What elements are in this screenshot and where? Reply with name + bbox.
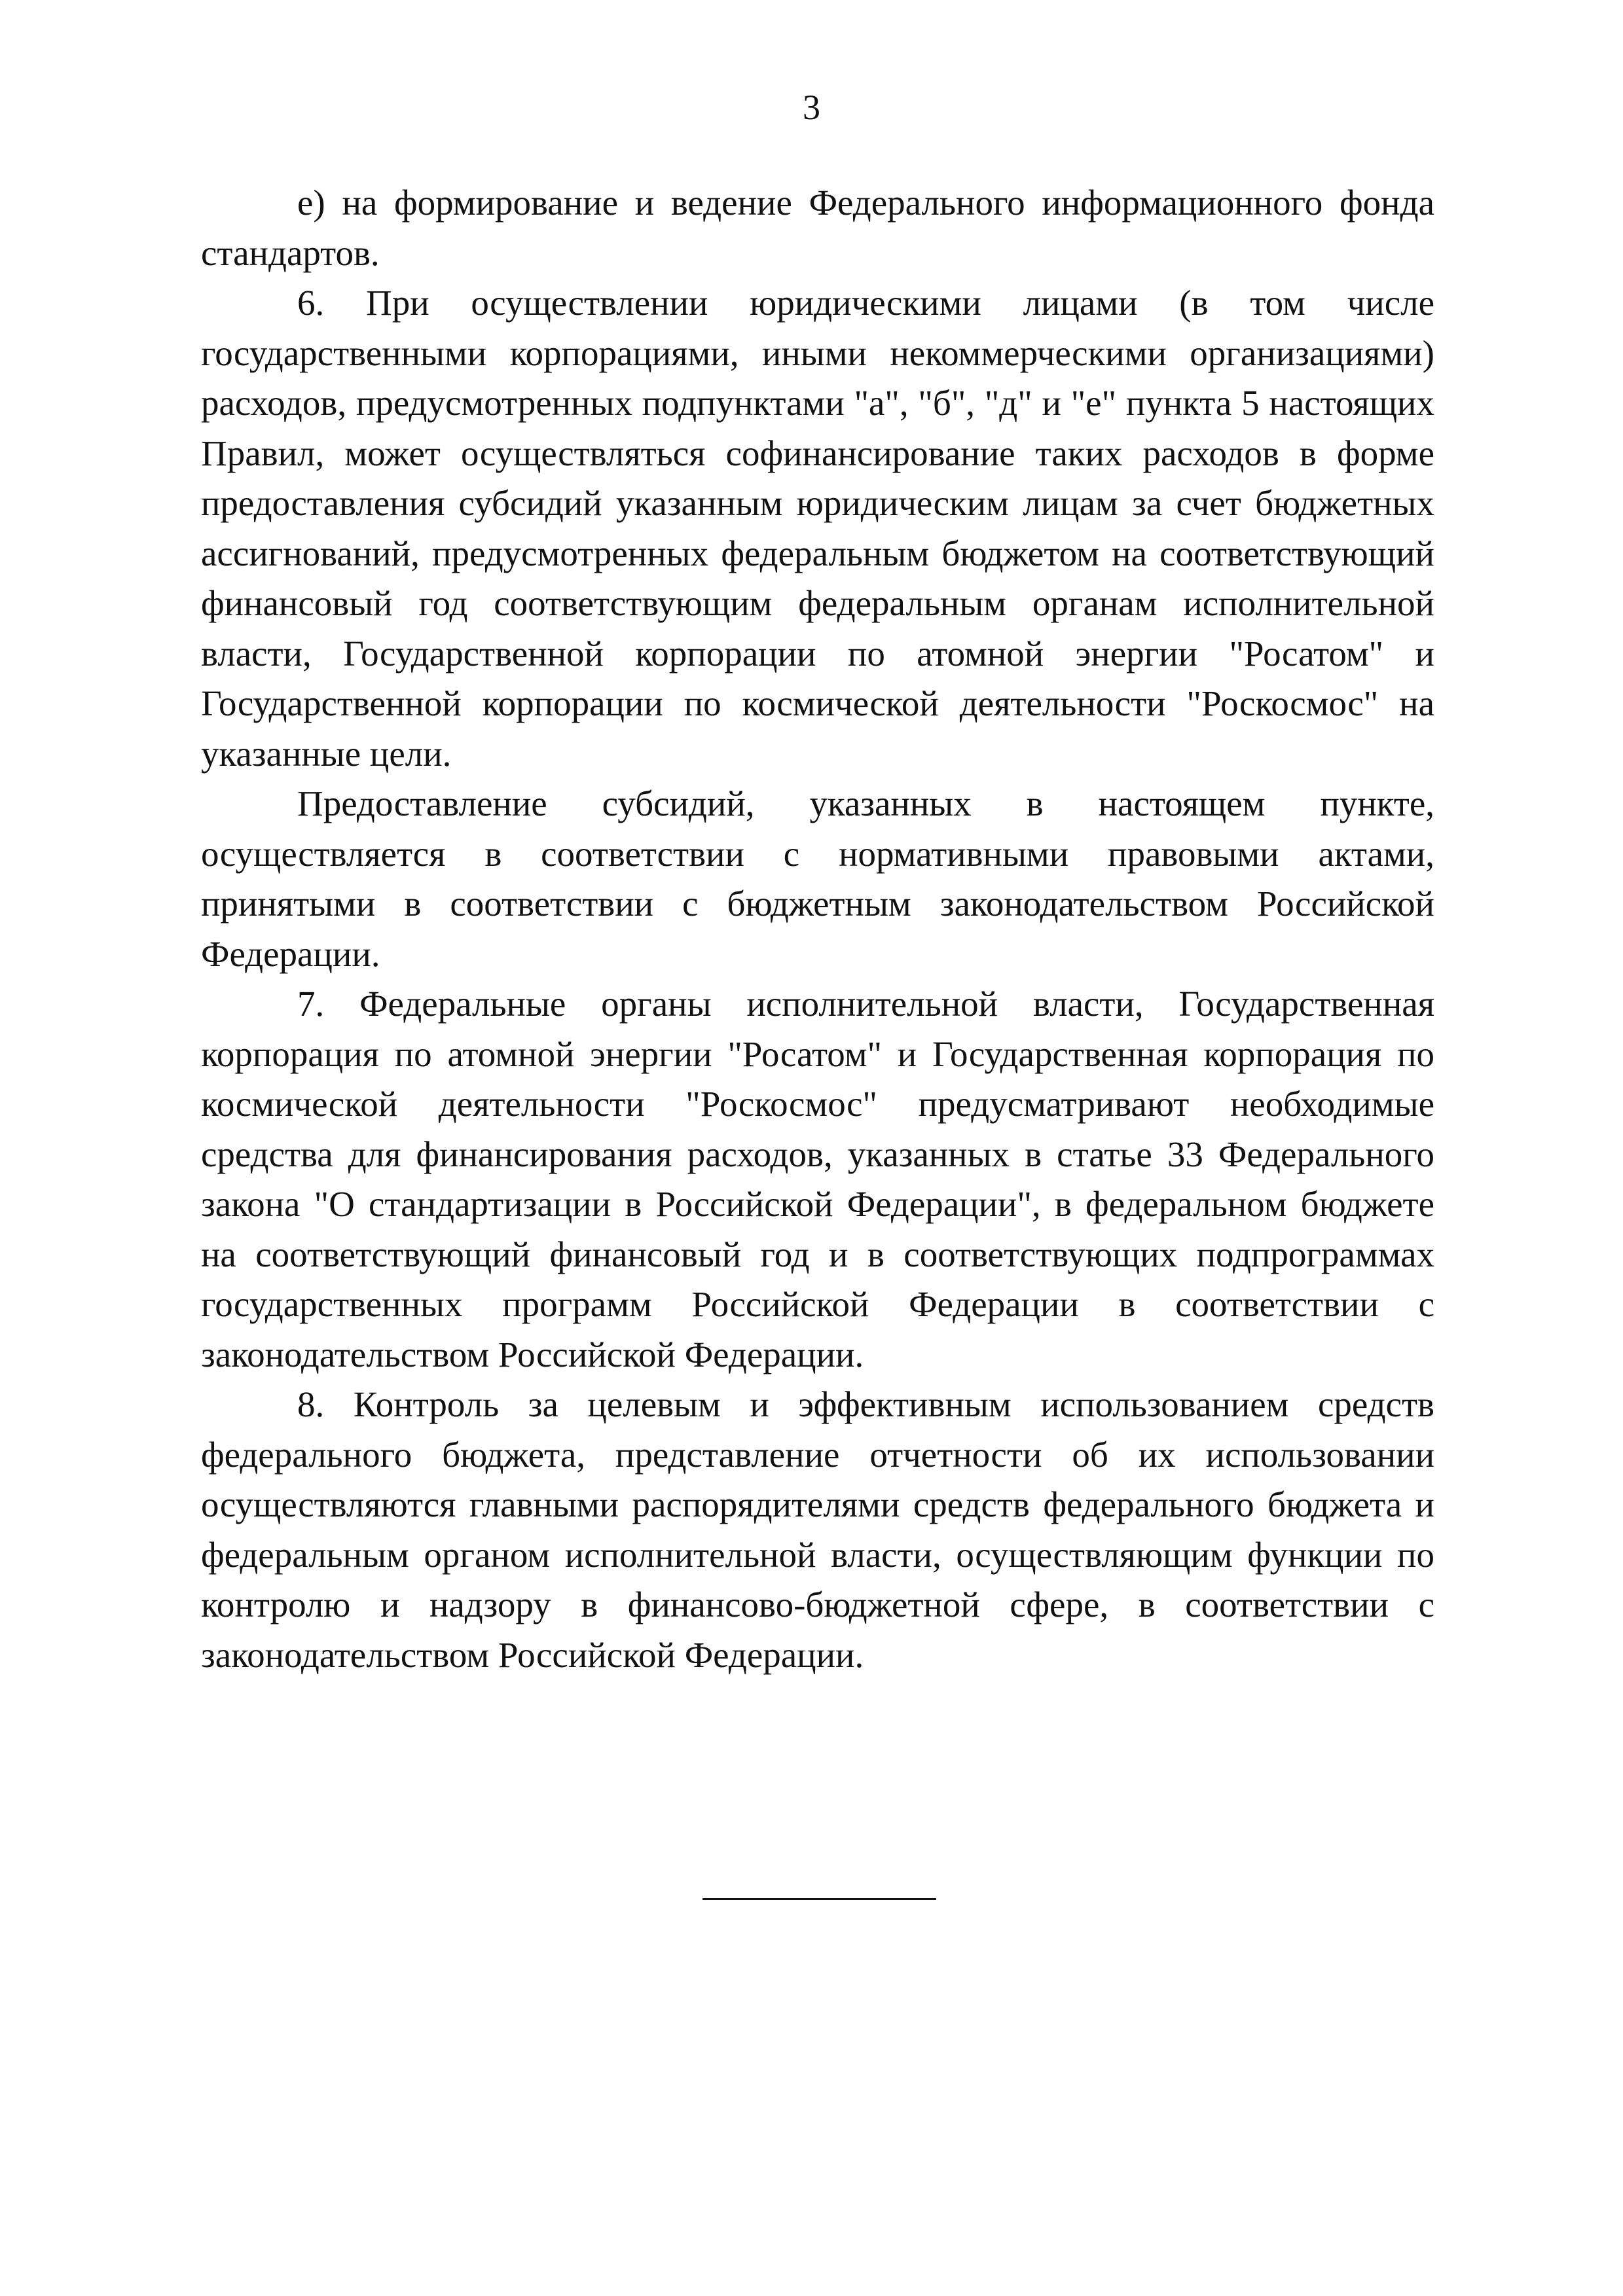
paragraph-subsidies: Предоставление субсидий, указанных в настоящем пункте, осуществляется в соответствии с нормативными правовыми актами, принятыми в соответствии с бюджетным законодательством Российской Федерации. [201,783,1434,974]
document-body [201,178,1434,1680]
paragraph-item-7: 7. Федеральные органы исполнительной власти, Государственная корпорация по атомной энергии "Росатом" и Государственная корпорация по космической деятельности "Роскосмос" предусматривают необходимые средства для финансирования расходов, указанных в статье 33 Федерального закона "О стандартизации в Российской Федерации", в федеральном бюджете на соответствующий финансовый год и в соответствующих подпрограммах государственных программ Российской Федерации в соответствии с законодательством Российской Федерации. [201,984,1434,1374]
end-of-document-rule [702,1898,936,1900]
paragraph-item-e: е) на формирование и ведение Федерального информационного фонда стандартов. [201,183,1434,273]
paragraph-item-6: 6. При осуществлении юридическими лицами (в том числе государственными корпорациями, иными некоммерческими организациями) расходов, предусмотренных подпунктами "а", "б", "д" и "е" пункта 5 настоящих Правил, может осуществляться софинансирование таких расходов в форме предоставления субсидий указанным юридическим лицам за счет бюджетных ассигнований, предусмотренных федеральным бюджетом на соответствующий финансовый год соответствующим федеральным органам исполнительной власти, Государственной корпорации по атомной энергии "Росатом" и Государственной корпорации по космической деятельности "Роскосмос" на указанные цели. [201,283,1434,774]
paragraph-item-8: 8. Контроль за целевым и эффективным использованием средств федерального бюджета, представление отчетности об их использовании осуществляются главными распорядителями средств федерального бюджета и федеральным органом исполнительной власти, осуществляющим функции по контролю и надзору в финансово-бюджетной сфере, в соответствии с законодательством Российской Федерации. [201,1384,1434,1675]
page-number: 3 [803,88,820,127]
